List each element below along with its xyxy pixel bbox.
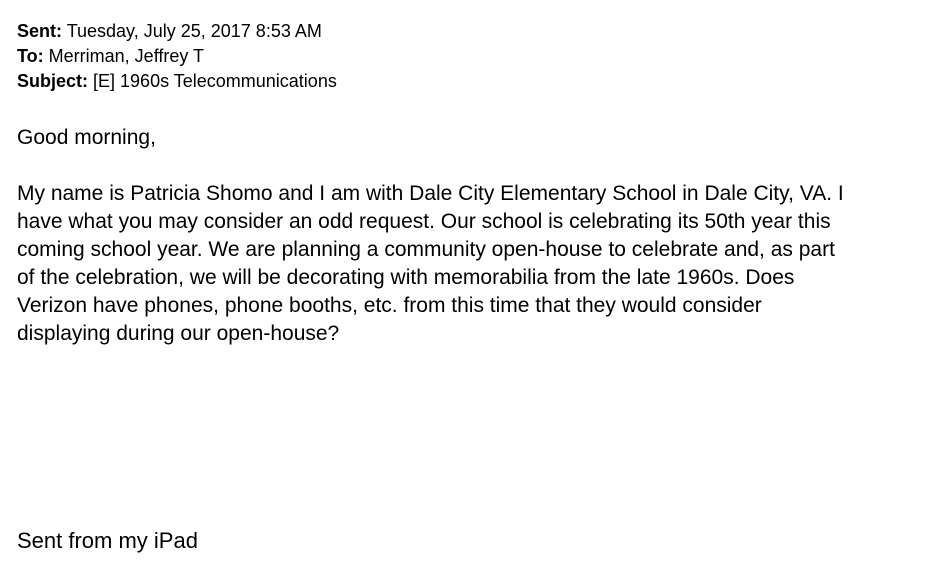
sent-label: Sent: [17,21,62,41]
to-label: To: [17,46,44,66]
body-line: My name is Patricia Shomo and I am with Dale City Elementary School in Dale City, VA. I [17,182,844,205]
signature: Sent from my iPad [17,528,198,553]
body-line: displaying during our open-house? [17,322,340,345]
message-body [17,180,917,348]
sent-line [17,19,322,44]
subject-line [17,69,337,94]
body-line: coming school year. We are planning a community open-house to celebrate and, as part [17,238,835,261]
body-line: have what you may consider an odd request. Our school is celebrating its 50th year this [17,210,831,233]
body-line: Verizon have phones, phone booths, etc. from this time that they would consider [17,294,762,317]
subject-label: Subject: [17,71,89,91]
sent-value: Tuesday, July 25, 2017 8:53 AM [66,21,322,41]
to-value: Merriman, Jeffrey T [48,46,205,66]
subject-value: [E] 1960s Telecommunications [93,71,337,91]
body-line: of the celebration, we will be decorating with memorabilia from the late 1960s. Does [17,266,795,289]
greeting: Good morning, [17,126,156,149]
to-line [17,44,204,69]
